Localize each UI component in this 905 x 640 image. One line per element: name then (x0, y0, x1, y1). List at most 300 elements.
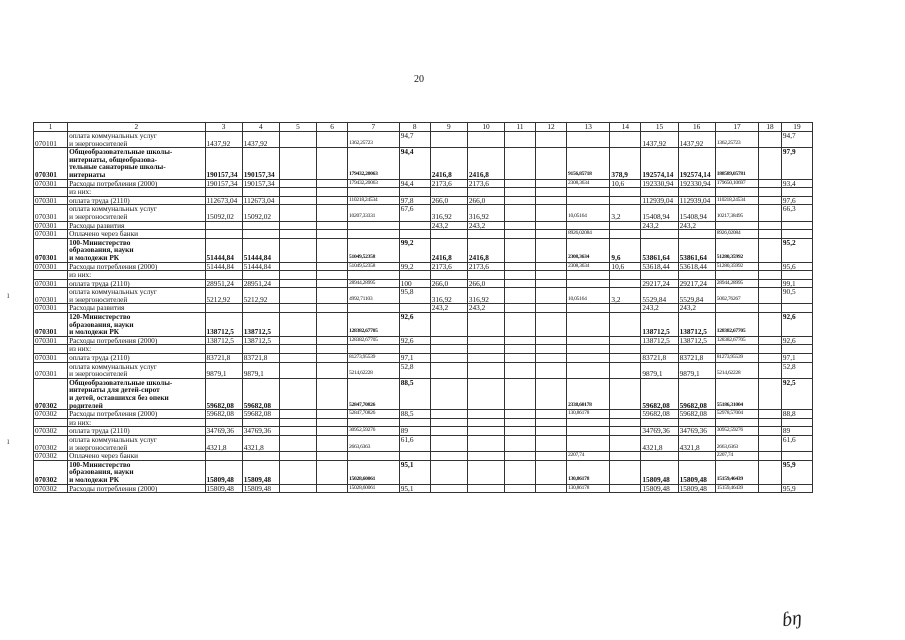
value-cell: 97,9 (781, 148, 812, 179)
value-cell (759, 205, 782, 221)
value-cell (279, 452, 316, 461)
value-cell (759, 230, 782, 239)
value-cell (505, 132, 536, 148)
value-cell: 55186,31004 (715, 378, 758, 409)
code-cell: 070301 (34, 354, 68, 363)
value-cell: 192574,14 (678, 148, 715, 179)
value-cell (279, 238, 316, 262)
description-cell: оплата коммунальных услуг и энергоносителей (68, 205, 205, 221)
value-cell: 138712,5 (641, 336, 678, 345)
value-cell (505, 271, 536, 280)
value-cell (715, 304, 758, 313)
value-cell (610, 460, 641, 484)
value-cell (279, 378, 316, 409)
value-cell (641, 345, 678, 354)
value-cell (759, 336, 782, 345)
header-cell: 8 (399, 123, 430, 132)
value-cell (567, 336, 610, 345)
table-row (34, 362, 813, 378)
value-cell: 130,86178 (567, 410, 610, 419)
value-cell: 52847,70826 (348, 378, 400, 409)
value-cell: 88,5 (399, 378, 430, 409)
value-cell: 15092,02 (205, 205, 242, 221)
value-cell (567, 279, 610, 288)
value-cell: 1437,92 (678, 132, 715, 148)
value-cell (467, 313, 504, 337)
value-cell (759, 196, 782, 205)
code-cell: 070301 (34, 221, 68, 230)
description-cell: оплата труда (2110) (68, 354, 205, 363)
value-cell (205, 271, 242, 280)
value-cell (536, 288, 567, 304)
value-cell: 2416,8 (430, 148, 467, 179)
value-cell: 128382,67705 (715, 336, 758, 345)
value-cell (467, 460, 504, 484)
value-cell (430, 410, 467, 419)
table-row (34, 288, 813, 304)
value-cell (242, 188, 279, 197)
description-cell: 100-Министерство образования, науки и молодежи РК (68, 238, 205, 262)
value-cell (317, 362, 348, 378)
header-cell: 15 (641, 123, 678, 132)
value-cell (505, 362, 536, 378)
value-cell (505, 313, 536, 337)
value-cell (536, 230, 567, 239)
value-cell (536, 304, 567, 313)
description-cell: Оплачено через банки (68, 452, 205, 461)
header-cell: 18 (759, 123, 782, 132)
value-cell (567, 362, 610, 378)
code-cell: 070301 (34, 262, 68, 271)
value-cell: 88,8 (781, 410, 812, 419)
value-cell (505, 435, 536, 451)
table-row (34, 238, 813, 262)
value-cell: 15809,48 (205, 460, 242, 484)
table-row (34, 313, 813, 337)
value-cell (641, 452, 678, 461)
value-cell (505, 262, 536, 271)
value-cell: 1437,92 (242, 132, 279, 148)
value-cell (279, 279, 316, 288)
value-cell: 10,05164 (567, 288, 610, 304)
value-cell (715, 188, 758, 197)
value-cell (536, 435, 567, 451)
value-cell (536, 148, 567, 179)
value-cell (536, 279, 567, 288)
value-cell: 92,6 (781, 336, 812, 345)
value-cell (467, 435, 504, 451)
value-cell (317, 378, 348, 409)
value-cell (610, 313, 641, 337)
value-cell (781, 221, 812, 230)
value-cell: 2338,60178 (567, 378, 610, 409)
table-row (34, 378, 813, 409)
value-cell: 5212,92 (205, 288, 242, 304)
value-cell (317, 238, 348, 262)
value-cell (781, 452, 812, 461)
value-cell: 192330,94 (641, 179, 678, 188)
value-cell: 99,2 (399, 238, 430, 262)
value-cell: 192330,94 (678, 179, 715, 188)
value-cell: 53618,44 (641, 262, 678, 271)
value-cell: 90,5 (781, 288, 812, 304)
value-cell: 59682,08 (242, 378, 279, 409)
value-cell (759, 418, 782, 427)
value-cell: 112939,04 (678, 196, 715, 205)
value-cell: 10,6 (610, 262, 641, 271)
value-cell: 92,6 (399, 313, 430, 337)
description-cell: оплата труда (2110) (68, 196, 205, 205)
value-cell: 94,4 (399, 148, 430, 179)
value-cell: 15159,46439 (715, 484, 758, 493)
value-cell (430, 484, 467, 493)
value-cell (279, 288, 316, 304)
value-cell (759, 345, 782, 354)
value-cell (317, 179, 348, 188)
header-cell: 7 (348, 123, 400, 132)
code-cell (34, 188, 68, 197)
table-body (34, 132, 813, 493)
code-cell: 070301 (34, 238, 68, 262)
value-cell (317, 354, 348, 363)
value-cell (759, 179, 782, 188)
description-cell: оплата коммунальных услуг и энергоносителей (68, 288, 205, 304)
value-cell: 15809,48 (242, 484, 279, 493)
value-cell: 15408,94 (678, 205, 715, 221)
value-cell: 192574,14 (641, 148, 678, 179)
value-cell: 51049,52358 (348, 238, 400, 262)
value-cell (759, 148, 782, 179)
code-cell: 070302 (34, 378, 68, 409)
value-cell: 97,1 (781, 354, 812, 363)
value-cell (536, 460, 567, 484)
value-cell: 138712,5 (205, 313, 242, 337)
value-cell (279, 313, 316, 337)
value-cell: 2416,8 (467, 238, 504, 262)
code-cell: 070302 (34, 460, 68, 484)
value-cell (567, 345, 610, 354)
value-cell (317, 279, 348, 288)
description-cell: из них: (68, 345, 205, 354)
value-cell: 89 (399, 427, 430, 436)
value-cell: 190157,34 (242, 148, 279, 179)
code-cell: 070301 (34, 196, 68, 205)
value-cell (781, 418, 812, 427)
value-cell: 15408,94 (641, 205, 678, 221)
value-cell (536, 238, 567, 262)
value-cell: 15092,02 (242, 205, 279, 221)
value-cell: 15809,48 (678, 460, 715, 484)
value-cell: 243,2 (641, 221, 678, 230)
value-cell (536, 196, 567, 205)
value-cell: 29217,24 (678, 279, 715, 288)
value-cell: 138712,5 (242, 313, 279, 337)
value-cell: 190157,34 (205, 148, 242, 179)
value-cell (505, 427, 536, 436)
value-cell: 138712,5 (641, 313, 678, 337)
value-cell (536, 345, 567, 354)
value-cell (781, 304, 812, 313)
value-cell (781, 188, 812, 197)
value-cell: 28944,28995 (715, 279, 758, 288)
value-cell (678, 271, 715, 280)
header-cell: 13 (567, 123, 610, 132)
value-cell (567, 304, 610, 313)
value-cell (610, 484, 641, 493)
value-cell (678, 452, 715, 461)
value-cell: 190157,34 (205, 179, 242, 188)
header-cell: 6 (317, 123, 348, 132)
value-cell (567, 427, 610, 436)
value-cell: 95,9 (781, 460, 812, 484)
value-cell (317, 336, 348, 345)
value-cell: 51444,84 (242, 238, 279, 262)
value-cell: 4321,8 (641, 435, 678, 451)
description-cell: Расходы развития (68, 304, 205, 313)
value-cell (242, 221, 279, 230)
value-cell: 53861,64 (641, 238, 678, 262)
description-cell: из них: (68, 271, 205, 280)
code-cell: 070301 (34, 205, 68, 221)
value-cell (610, 279, 641, 288)
value-cell (279, 179, 316, 188)
value-cell: 66,3 (781, 205, 812, 221)
table-row (34, 221, 813, 230)
value-cell: 2308,3634 (567, 179, 610, 188)
value-cell: 53618,44 (678, 262, 715, 271)
value-cell: 59682,08 (678, 378, 715, 409)
value-cell (430, 336, 467, 345)
code-cell: 070301 (34, 148, 68, 179)
table-row (34, 230, 813, 239)
value-cell (205, 345, 242, 354)
value-cell (242, 304, 279, 313)
value-cell (279, 132, 316, 148)
value-cell (279, 336, 316, 345)
value-cell (430, 427, 467, 436)
table-row (34, 148, 813, 179)
value-cell: 243,2 (430, 221, 467, 230)
table-row (34, 304, 813, 313)
value-cell (610, 435, 641, 451)
value-cell: 190157,34 (242, 179, 279, 188)
value-cell: 59682,08 (678, 410, 715, 419)
value-cell: 51280,35992 (715, 238, 758, 262)
description-cell: оплата коммунальных услуг и энергоносителей (68, 435, 205, 451)
value-cell: 95,2 (781, 238, 812, 262)
value-cell: 51280,35992 (715, 262, 758, 271)
value-cell: 1437,92 (641, 132, 678, 148)
value-cell: 2207,74 (715, 452, 758, 461)
value-cell: 29217,24 (641, 279, 678, 288)
value-cell (279, 345, 316, 354)
table-row (34, 484, 813, 493)
code-cell: 070301 (34, 304, 68, 313)
value-cell (242, 230, 279, 239)
value-cell (467, 452, 504, 461)
value-cell (505, 288, 536, 304)
value-cell (567, 132, 610, 148)
handwritten-signature: ɓŋ (780, 606, 804, 632)
value-cell (536, 452, 567, 461)
value-cell: 10,05164 (567, 205, 610, 221)
value-cell: 138712,5 (242, 336, 279, 345)
value-cell (781, 345, 812, 354)
value-cell (430, 354, 467, 363)
value-cell (610, 196, 641, 205)
value-cell: 15028,60061 (348, 460, 400, 484)
value-cell (430, 230, 467, 239)
value-cell (759, 354, 782, 363)
value-cell (467, 271, 504, 280)
value-cell (348, 230, 400, 239)
value-cell: 266,0 (430, 279, 467, 288)
value-cell (610, 345, 641, 354)
value-cell: 97,8 (399, 196, 430, 205)
table-row (34, 460, 813, 484)
code-cell: 070302 (34, 484, 68, 493)
value-cell: 9879,1 (678, 362, 715, 378)
code-cell (34, 345, 68, 354)
value-cell: 10207,33331 (348, 205, 400, 221)
header-cell: 17 (715, 123, 758, 132)
value-cell (505, 452, 536, 461)
value-cell: 83721,8 (205, 354, 242, 363)
value-cell: 5529,84 (641, 288, 678, 304)
value-cell (536, 132, 567, 148)
code-cell (34, 271, 68, 280)
header-cell: 19 (781, 123, 812, 132)
value-cell (279, 427, 316, 436)
header-cell: 4 (242, 123, 279, 132)
value-cell (715, 345, 758, 354)
value-cell: 59682,08 (205, 378, 242, 409)
margin-mark: ı (7, 290, 10, 300)
value-cell (567, 435, 610, 451)
value-cell: 15809,48 (205, 484, 242, 493)
description-cell: оплата труда (2110) (68, 279, 205, 288)
value-cell: 97,6 (781, 196, 812, 205)
value-cell: 2173,6 (430, 262, 467, 271)
value-cell: 30952,59276 (348, 427, 400, 436)
value-cell: 15028,60061 (348, 484, 400, 493)
value-cell: 61,6 (781, 435, 812, 451)
value-cell: 130,86178 (567, 460, 610, 484)
value-cell (536, 418, 567, 427)
value-cell (505, 196, 536, 205)
value-cell (715, 418, 758, 427)
header-cell: 5 (279, 123, 316, 132)
header-cell: 2 (68, 123, 205, 132)
value-cell (567, 271, 610, 280)
value-cell (759, 188, 782, 197)
value-cell: 15809,48 (242, 460, 279, 484)
value-cell: 188589,05781 (715, 148, 758, 179)
value-cell (610, 362, 641, 378)
value-cell (430, 362, 467, 378)
value-cell (505, 410, 536, 419)
value-cell (759, 271, 782, 280)
value-cell (279, 460, 316, 484)
value-cell (610, 304, 641, 313)
value-cell: 179432,20063 (348, 148, 400, 179)
value-cell: 28944,28995 (348, 279, 400, 288)
value-cell (348, 304, 400, 313)
value-cell (610, 418, 641, 427)
value-cell (317, 427, 348, 436)
value-cell: 93,4 (781, 179, 812, 188)
value-cell (348, 345, 400, 354)
value-cell (467, 230, 504, 239)
value-cell: 5214,62228 (348, 362, 400, 378)
value-cell (279, 196, 316, 205)
value-cell: 92,5 (781, 378, 812, 409)
header-cell: 10 (467, 123, 504, 132)
value-cell: 4321,8 (205, 435, 242, 451)
value-cell (759, 378, 782, 409)
value-cell: 52847,70826 (348, 410, 400, 419)
value-cell (467, 362, 504, 378)
value-cell: 88,5 (399, 410, 430, 419)
value-cell (505, 345, 536, 354)
value-cell: 30952,59276 (715, 427, 758, 436)
page-number: 20 (414, 74, 424, 85)
value-cell (430, 418, 467, 427)
code-cell: 070101 (34, 132, 68, 148)
value-cell (279, 271, 316, 280)
value-cell: 112673,04 (242, 196, 279, 205)
value-cell: 130,86178 (567, 484, 610, 493)
value-cell: 83721,8 (678, 354, 715, 363)
value-cell (610, 354, 641, 363)
value-cell (467, 484, 504, 493)
value-cell (505, 238, 536, 262)
value-cell (610, 378, 641, 409)
value-cell (205, 452, 242, 461)
value-cell (567, 188, 610, 197)
table-row (34, 427, 813, 436)
value-cell (279, 304, 316, 313)
value-cell (317, 435, 348, 451)
value-cell (781, 230, 812, 239)
value-cell (467, 427, 504, 436)
value-cell (279, 262, 316, 271)
value-cell (536, 313, 567, 337)
value-cell (430, 188, 467, 197)
description-cell: Расходы потребления (2000) (68, 179, 205, 188)
value-cell: 81273,95539 (715, 354, 758, 363)
code-cell: 070301 (34, 230, 68, 239)
value-cell (505, 378, 536, 409)
value-cell (399, 221, 430, 230)
value-cell: 266,0 (467, 279, 504, 288)
value-cell: 179432,20063 (348, 179, 400, 188)
value-cell (610, 132, 641, 148)
description-cell: Оплачено через банки (68, 230, 205, 239)
value-cell (505, 205, 536, 221)
value-cell: 1362,25723 (348, 132, 400, 148)
value-cell: 10217,38495 (715, 205, 758, 221)
value-cell: 95,9 (781, 484, 812, 493)
value-cell: 28951,24 (205, 279, 242, 288)
table-row (34, 452, 813, 461)
table-row (34, 410, 813, 419)
value-cell: 51444,84 (205, 238, 242, 262)
budget-table (33, 122, 813, 493)
value-cell: 51049,52358 (348, 262, 400, 271)
value-cell: 99,2 (399, 262, 430, 271)
value-cell: 10,6 (610, 179, 641, 188)
